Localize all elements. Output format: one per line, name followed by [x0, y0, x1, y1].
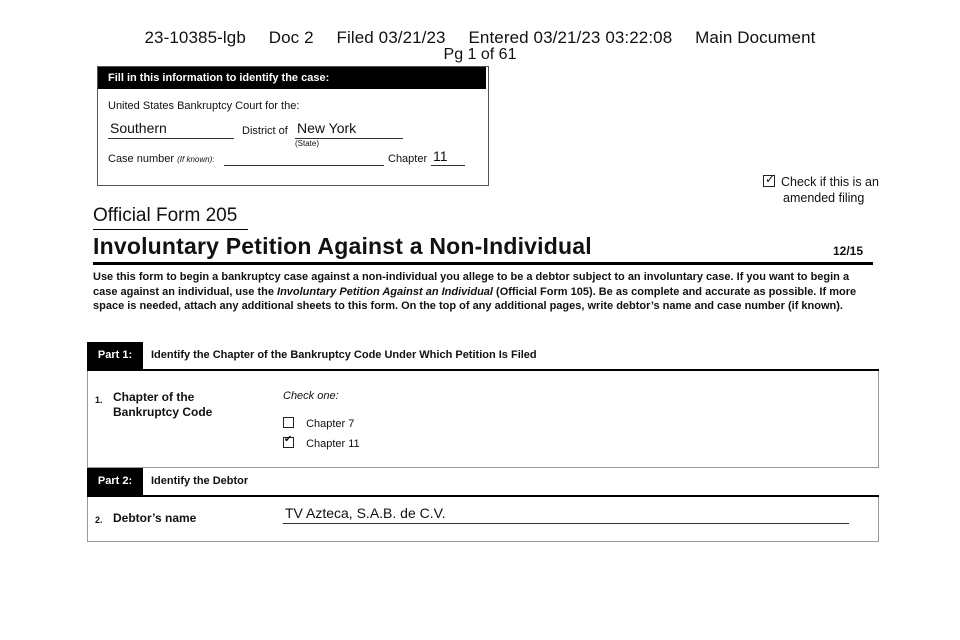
- page-number: Pg 1 of 61: [443, 46, 517, 63]
- title-rule: [93, 262, 873, 265]
- part-1-section: [87, 371, 879, 468]
- district-label: District of: [242, 125, 288, 137]
- case-number-header: 23-10385-lgb: [144, 28, 246, 47]
- state-value: New York: [297, 120, 357, 136]
- case-info-box: [97, 66, 489, 186]
- chapter-7-label: Chapter 7: [306, 418, 355, 430]
- form-number: Official Form 205: [93, 205, 248, 230]
- question-1-number: 1.: [95, 395, 103, 405]
- state-field[interactable]: [295, 120, 403, 139]
- amended-line-2: amended filing: [783, 191, 865, 205]
- district-field[interactable]: [108, 120, 234, 139]
- filing-header: [0, 28, 960, 48]
- doc-number: Doc 2: [268, 28, 314, 47]
- amended-checkbox[interactable]: [763, 175, 775, 187]
- court-label: United States Bankruptcy Court for the:: [108, 100, 300, 112]
- chapter-label: Chapter: [388, 153, 428, 165]
- part-1-label: Part 1:: [87, 342, 143, 369]
- amended-line-1: Check if this is an: [781, 175, 879, 189]
- part-2-label: Part 2:: [87, 468, 143, 495]
- filed-date: Filed 03/21/23: [336, 28, 446, 47]
- intro-form-reference: Involuntary Petition Against an Individual: [277, 285, 493, 298]
- chapter-11-checkbox[interactable]: [283, 437, 294, 448]
- case-info-title: Fill in this information to identify the case:: [98, 67, 486, 89]
- debtor-name-value: TV Azteca, S.A.B. de C.V.: [285, 505, 446, 521]
- part-2-section: [87, 497, 879, 542]
- case-number-label: Case number (If known):: [108, 153, 215, 165]
- case-number-field[interactable]: [224, 151, 384, 166]
- entered-date: Entered 03/21/23 03:22:08: [468, 28, 673, 47]
- question-2-label: Debtor’s name: [113, 511, 197, 525]
- document-type: Main Document: [695, 28, 816, 47]
- chapter-7-checkbox[interactable]: [283, 417, 294, 428]
- form-date: 12/15: [833, 244, 864, 258]
- state-label: (State): [295, 139, 320, 148]
- debtor-name-field[interactable]: [283, 505, 849, 524]
- part-1-header: [87, 342, 879, 371]
- part-2-header: [87, 468, 879, 497]
- form-instructions: Use this form to begin a bankruptcy case against a non-individual you allege to be a debtor subject to an involuntary case. If you want to begin a case against an individual, use the Involuntary Petition Against an Individual (Official Form 105). Be as complete and accurate as possible. If more space is needed, attach any additional sheets to this form. On the top of any additional pages, write debtor’s name and case number (if known).: [93, 271, 857, 313]
- chapter-field[interactable]: [431, 148, 465, 166]
- check-one-label: Check one:: [283, 390, 339, 402]
- question-2-number: 2.: [95, 515, 103, 525]
- part-2-title: Identify the Debtor: [151, 475, 249, 487]
- chapter-11-label: Chapter 11: [306, 438, 360, 450]
- if-known-label: (If known):: [177, 155, 215, 164]
- district-value: Southern: [110, 120, 167, 136]
- form-title: Involuntary Petition Against a Non-Individual: [93, 233, 592, 259]
- amended-filing-check[interactable]: [763, 174, 879, 206]
- part-1-title: Identify the Chapter of the Bankruptcy Code Under Which Petition Is Filed: [151, 349, 537, 361]
- option-chapter-11[interactable]: [283, 437, 360, 450]
- question-1-label: Chapter of the Bankruptcy Code: [113, 390, 213, 419]
- chapter-value: 11: [433, 148, 448, 164]
- option-chapter-7[interactable]: [283, 417, 354, 430]
